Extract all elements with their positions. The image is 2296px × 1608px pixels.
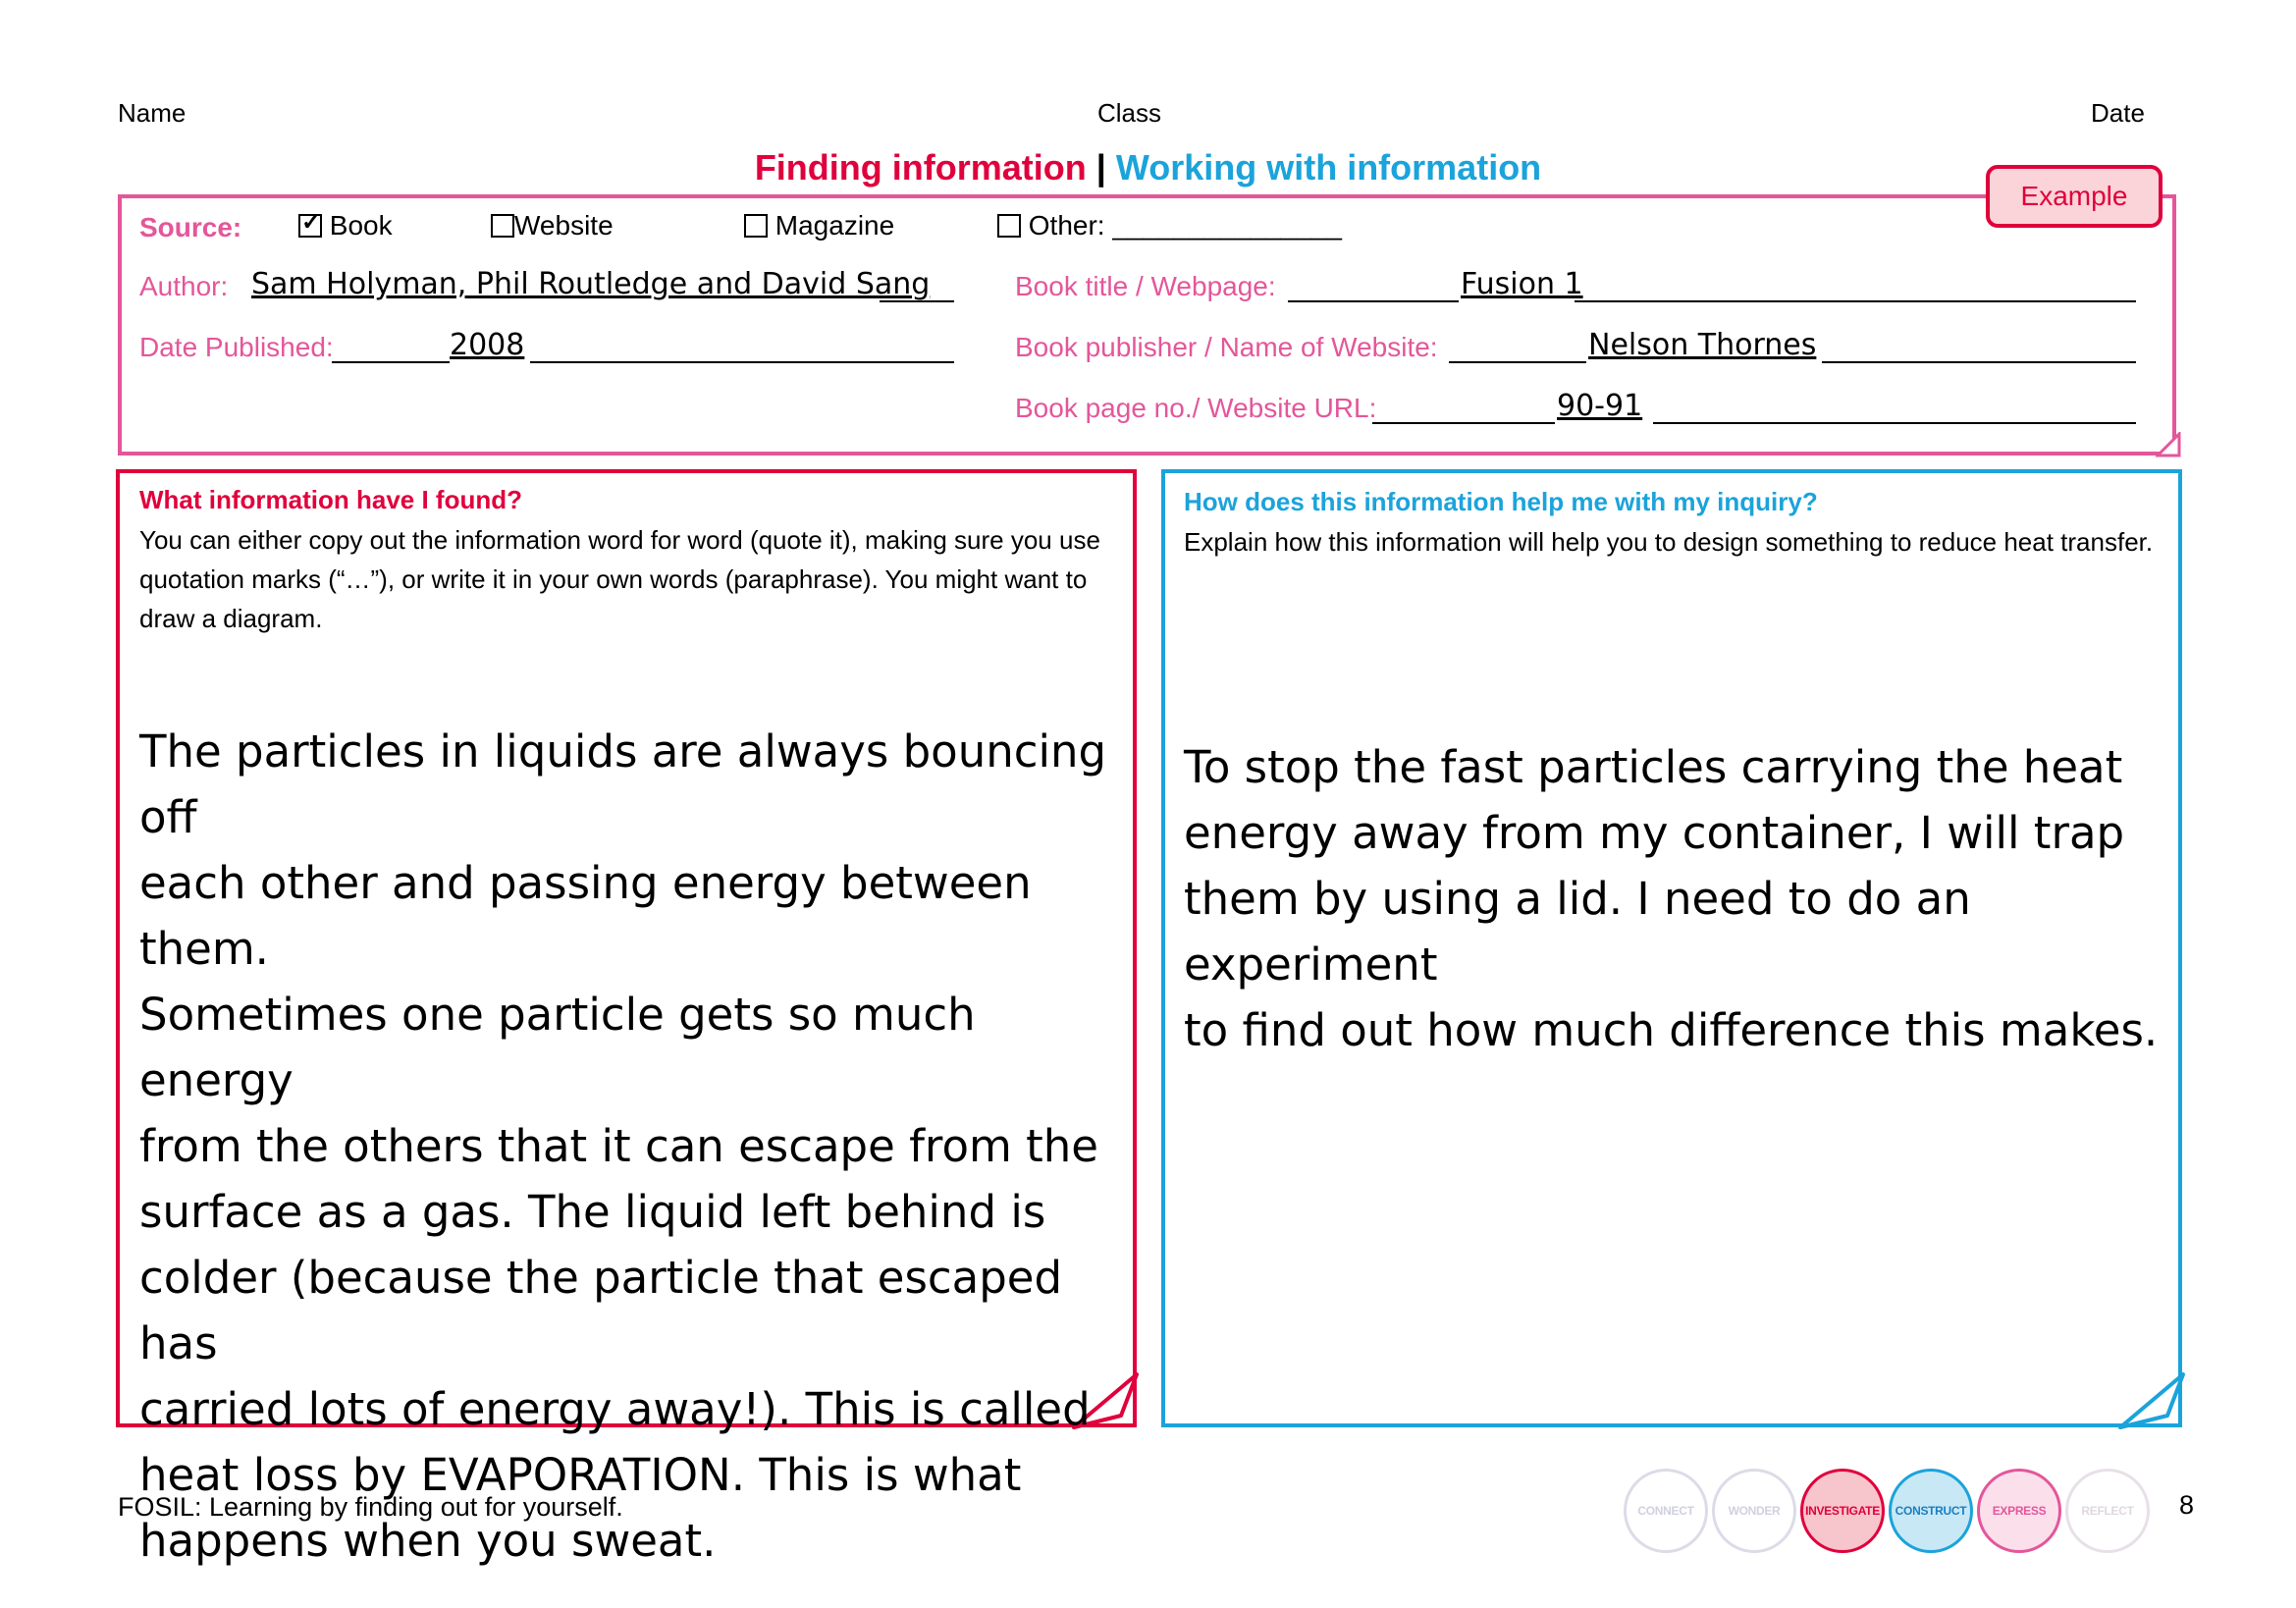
website-option-label: Website	[514, 210, 614, 241]
source-option-other[interactable]	[997, 210, 1342, 241]
found-answer-line: carried lots of energy away!). This is called	[139, 1383, 1091, 1435]
book-title-underline-left	[1288, 300, 1459, 302]
page-number-value: 90-91	[1557, 389, 1643, 423]
footer-text: FOSIL: Learning by finding out for yourself.	[118, 1492, 623, 1522]
help-instructions: Explain how this information will help you to design something to reduce heat transfer.	[1184, 527, 2154, 557]
source-label: Source:	[139, 212, 242, 242]
other-option-label: Other: _______________	[1028, 210, 1342, 241]
found-answer-line: surface as a gas. The liquid left behind is	[139, 1186, 1046, 1238]
page-underline-left	[1372, 422, 1555, 424]
author-value: Sam Holyman, Phil Routledge and David Sang	[251, 267, 931, 301]
found-title: What information have I found?	[139, 485, 522, 514]
stage-investigate-badge: INVESTIGATE	[1800, 1469, 1885, 1553]
title-working: Working with information	[1115, 147, 1542, 188]
publisher-value: Nelson Thornes	[1588, 328, 1817, 362]
found-answer-line: happens when you sweat.	[139, 1515, 717, 1567]
help-answer[interactable]	[1184, 734, 2175, 1063]
date-published-label: Date Published:	[139, 332, 334, 362]
title-finding: Finding information	[754, 147, 1087, 188]
help-title: How does this information help me with my inquiry?	[1184, 487, 1818, 516]
book-title-value: Fusion 1	[1461, 267, 1583, 301]
class-label: Class	[1097, 98, 1162, 128]
publisher-underline-right	[1822, 361, 2136, 363]
publisher-label: Book publisher / Name of Website:	[1015, 332, 1438, 362]
page-underline-right	[1653, 422, 2136, 424]
found-answer-line: from the others that it can escape from the	[139, 1120, 1098, 1172]
found-answer-line: colder (because the particle that escaped has	[139, 1252, 1063, 1369]
stage-construct-badge: CONSTRUCT	[1889, 1469, 1973, 1553]
page-number: 8	[2179, 1490, 2195, 1520]
book-title-underline-right	[1575, 300, 2136, 302]
found-answer-line: heat loss by EVAPORATION. This is what	[139, 1449, 1022, 1501]
date-label: Date	[2091, 98, 2145, 128]
date-underline-left	[332, 361, 450, 363]
stage-wonder-badge: WONDER	[1712, 1469, 1796, 1553]
other-checkbox-icon[interactable]	[997, 214, 1021, 238]
found-answer-line: each other and passing energy between them.	[139, 857, 1032, 975]
title-separator: |	[1095, 147, 1106, 188]
source-option-magazine[interactable]	[744, 210, 894, 241]
publisher-underline-left	[1449, 361, 1586, 363]
help-answer-line: energy away from my container, I will trap	[1184, 807, 2125, 859]
stage-reflect-badge: REFLECT	[2065, 1469, 2150, 1553]
magazine-checkbox-icon[interactable]	[744, 214, 768, 238]
found-answer-line: Sometimes one particle gets so much energy	[139, 989, 976, 1106]
stage-connect-badge: CONNECT	[1624, 1469, 1708, 1553]
book-checkbox-icon[interactable]	[298, 214, 322, 238]
stage-express-badge: EXPRESS	[1977, 1469, 2061, 1553]
help-answer-line: To stop the fast particles carrying the heat	[1184, 741, 2123, 793]
example-badge: Example	[1986, 165, 2163, 228]
source-option-website[interactable]	[491, 210, 614, 241]
found-instructions: You can either copy out the information word for word (quote it), making sure you use quotation marks (“…”), or write it in your own words (paraphrase). You might want to draw a diagram.	[139, 525, 1100, 633]
found-answer-line: The particles in liquids are always bouncing off	[139, 725, 1107, 843]
author-label: Author:	[139, 271, 229, 301]
name-label: Name	[118, 98, 187, 128]
author-underline	[880, 300, 954, 302]
page-number-label: Book page no./ Website URL:	[1015, 393, 1377, 423]
book-title-label: Book title / Webpage:	[1015, 271, 1276, 301]
help-answer-line: them by using a lid. I need to do an experiment	[1184, 873, 1971, 991]
website-checkbox-icon[interactable]	[491, 214, 514, 238]
source-option-book[interactable]	[298, 210, 393, 241]
magazine-option-label: Magazine	[774, 210, 895, 241]
date-underline-right	[530, 361, 954, 363]
help-panel-corner-fold	[2116, 1370, 2187, 1431]
help-answer-line: to find out how much difference this makes.	[1184, 1004, 2159, 1056]
source-box-corner-fold	[2156, 432, 2181, 457]
date-published-value: 2008	[450, 328, 525, 362]
page-title	[0, 147, 2296, 188]
found-answer[interactable]	[139, 719, 1131, 1574]
book-option-label: Book	[329, 210, 393, 241]
